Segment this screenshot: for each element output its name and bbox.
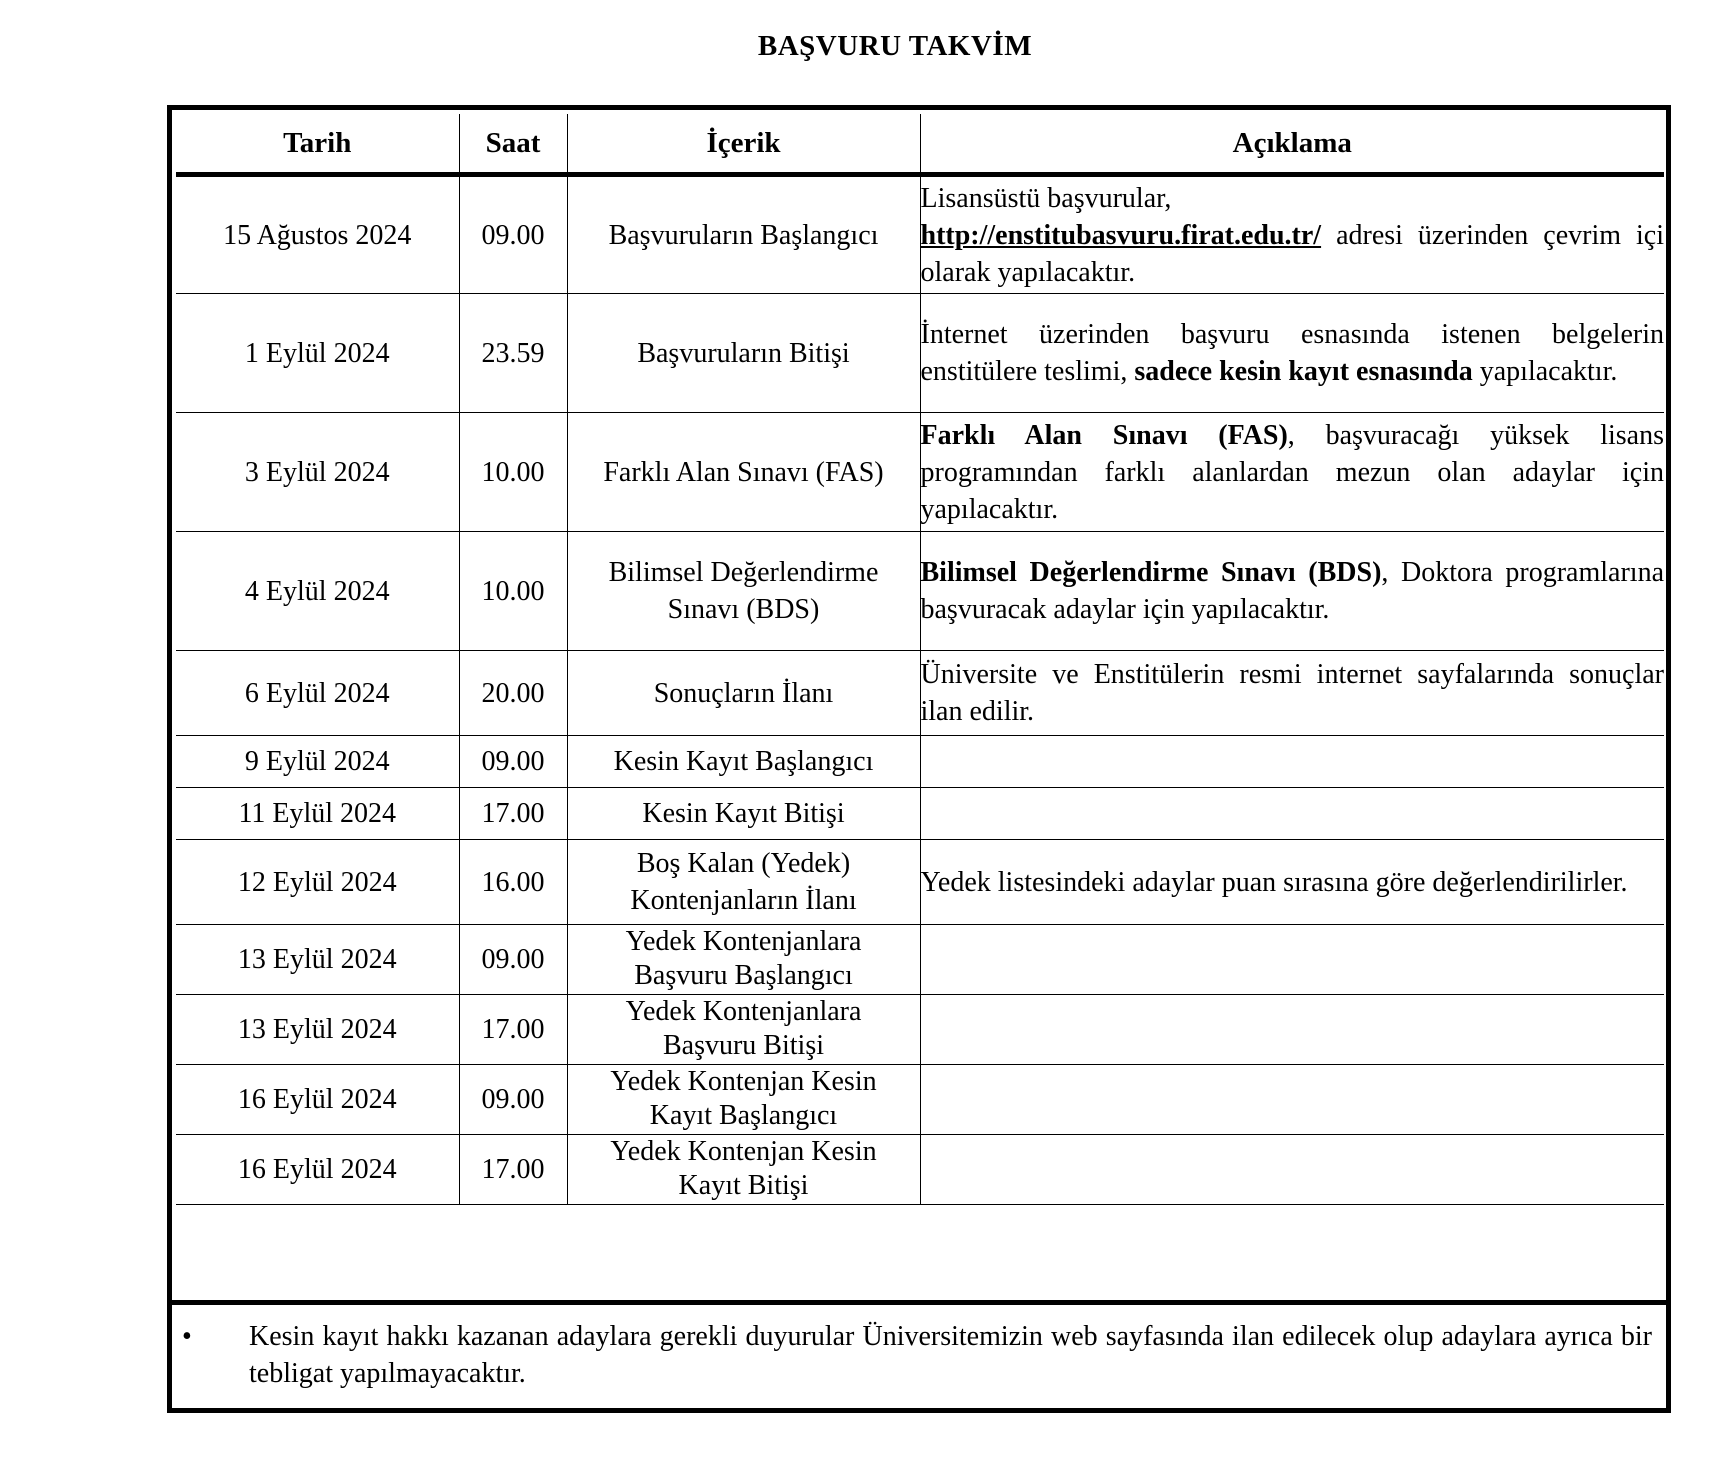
- cell-aciklama: [920, 175, 1664, 294]
- cell-icerik: Farklı Alan Sınavı (FAS): [567, 413, 920, 532]
- cell-tarih: 11 Eylül 2024: [176, 788, 459, 840]
- cell-saat: 10.00: [459, 413, 567, 532]
- desc-text: Üniversite ve Enstitülerin resmi internet sayfalarında sonuçlar ilan edilir.: [920, 659, 1664, 727]
- cell-saat: 23.59: [459, 294, 567, 413]
- page-title: BAŞVURU TAKVİM: [757, 30, 1033, 62]
- table-row: [176, 788, 1664, 840]
- icerik-text: Yedek Kontenjan Kesin Kayıt Başlangıcı: [610, 1066, 877, 1131]
- icerik-text: Yedek Kontenjanlara Başvuru Başlangıcı: [625, 926, 862, 991]
- table-row: [176, 840, 1664, 925]
- cell-saat: 09.00: [459, 736, 567, 788]
- cell-aciklama: [920, 788, 1664, 840]
- desc-text: Lisansüstü başvurular,: [920, 182, 1172, 214]
- table-row: [176, 532, 1664, 651]
- cell-icerik: Kesin Kayıt Bitişi: [567, 788, 920, 840]
- note-item: [182, 1318, 1652, 1392]
- icerik-text: Boş Kalan (Yedek) Kontenjanların İlanı: [630, 848, 857, 916]
- desc-text: İnternet üzerinden başvuru esnasında istenen belgelerin enstitülere teslimi,: [920, 319, 1664, 387]
- application-link[interactable]: http://enstitubasvuru.firat.edu.tr/: [920, 219, 1322, 251]
- cell-tarih: 1 Eylül 2024: [176, 294, 459, 413]
- table-row: [176, 925, 1664, 995]
- cell-icerik: Kesin Kayıt Başlangıcı: [567, 736, 920, 788]
- cell-icerik: [567, 995, 920, 1065]
- cell-icerik: [567, 1065, 920, 1135]
- cell-icerik: Başvuruların Bitişi: [567, 294, 920, 413]
- table-row: [176, 651, 1664, 736]
- desc-bold: Bilimsel Değerlendirme Sınavı (BDS): [920, 557, 1382, 588]
- cell-tarih: 9 Eylül 2024: [176, 736, 459, 788]
- cell-icerik: Başvuruların Başlangıcı: [567, 175, 920, 294]
- cell-saat: 09.00: [459, 1065, 567, 1135]
- cell-saat: 20.00: [459, 651, 567, 736]
- cell-tarih: 4 Eylül 2024: [176, 532, 459, 651]
- cell-saat: 17.00: [459, 1135, 567, 1205]
- desc-bold: sadece kesin kayıt esnasında: [1134, 356, 1473, 387]
- table-row: [176, 736, 1664, 788]
- cell-icerik: [567, 532, 920, 651]
- icerik-text: Bilimsel Değerlendirme Sınavı (BDS): [608, 557, 879, 625]
- header-tarih: Tarih: [176, 114, 459, 175]
- desc-text: adresi üzerinden çevrim içi olarak yapılacaktır.: [920, 219, 1664, 288]
- cell-icerik: [567, 1135, 920, 1205]
- cell-aciklama: [920, 925, 1664, 995]
- cell-aciklama: [920, 995, 1664, 1065]
- note-text: Kesin kayıt hakkı kazanan adaylara gerekli duyurular Üniversitemizin web sayfasında ilan edilecek olup adaylara ayrıca bir tebligat yapılmayacaktır.: [249, 1321, 1652, 1389]
- desc-text: , Doktora programlarına başvuracak adaylar için yapılacaktır.: [920, 557, 1664, 625]
- cell-tarih: 16 Eylül 2024: [176, 1065, 459, 1135]
- cell-aciklama: [920, 736, 1664, 788]
- header-aciklama: Açıklama: [920, 114, 1664, 175]
- header-saat: Saat: [459, 114, 567, 175]
- cell-aciklama: [920, 294, 1664, 413]
- cell-saat: 09.00: [459, 175, 567, 294]
- table-row: [176, 995, 1664, 1065]
- icerik-text: Yedek Kontenjanlara Başvuru Bitişi: [625, 996, 862, 1061]
- header-icerik: İçerik: [567, 114, 920, 175]
- cell-saat: 17.00: [459, 995, 567, 1065]
- calendar-frame: [167, 105, 1671, 1413]
- cell-saat: 10.00: [459, 532, 567, 651]
- cell-aciklama: [920, 1135, 1664, 1205]
- cell-tarih: 15 Ağustos 2024: [176, 175, 459, 294]
- cell-aciklama: [920, 651, 1664, 736]
- cell-icerik: Sonuçların İlanı: [567, 651, 920, 736]
- cell-tarih: 6 Eylül 2024: [176, 651, 459, 736]
- cell-icerik: [567, 840, 920, 925]
- cell-tarih: 13 Eylül 2024: [176, 925, 459, 995]
- bullet-icon: •: [182, 1321, 192, 1352]
- cell-tarih: 13 Eylül 2024: [176, 995, 459, 1065]
- table-row: [176, 294, 1664, 413]
- cell-tarih: 12 Eylül 2024: [176, 840, 459, 925]
- desc-text: , başvuracağı yüksek lisans programından farklı alanlardan mezun olan adaylar için yapılacaktır.: [920, 419, 1664, 525]
- table-row: [176, 1065, 1664, 1135]
- cell-tarih: 3 Eylül 2024: [176, 413, 459, 532]
- cell-aciklama: [920, 532, 1664, 651]
- note-divider: [172, 1300, 1666, 1305]
- table-row: [176, 1135, 1664, 1205]
- calendar-table: [176, 114, 1664, 1205]
- cell-saat: 17.00: [459, 788, 567, 840]
- desc-text: Yedek listesindeki adaylar puan sırasına göre değerlendirilirler.: [920, 866, 1628, 898]
- icerik-text: Yedek Kontenjan Kesin Kayıt Bitişi: [610, 1136, 877, 1201]
- cell-saat: 16.00: [459, 840, 567, 925]
- cell-icerik: [567, 925, 920, 995]
- cell-aciklama: [920, 1065, 1664, 1135]
- cell-aciklama: [920, 840, 1664, 925]
- cell-tarih: 16 Eylül 2024: [176, 1135, 459, 1205]
- table-row: [176, 175, 1664, 294]
- desc-bold: Farklı Alan Sınavı (FAS): [920, 419, 1288, 451]
- cell-saat: 09.00: [459, 925, 567, 995]
- cell-aciklama: [920, 413, 1664, 532]
- table-header-row: [176, 114, 1664, 175]
- table-row: [176, 413, 1664, 532]
- desc-text: yapılacaktır.: [1472, 356, 1618, 387]
